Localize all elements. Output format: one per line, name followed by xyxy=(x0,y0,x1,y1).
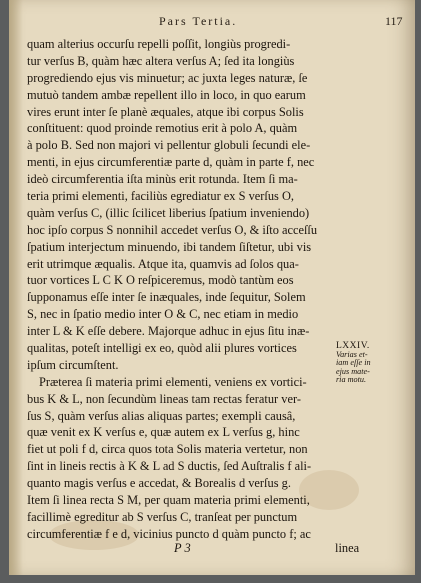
page-gutter xyxy=(9,0,23,575)
text-line: mutuò tandem ambæ repellent illo in loco, in quo earum xyxy=(27,87,306,102)
book-page xyxy=(9,0,415,575)
text-line: quanto magis verſus e accedat, & Borealis d verſus g. xyxy=(27,476,291,491)
text-line: conſtituent: quod proinde remotius erit à polo A, quàm xyxy=(27,121,298,136)
text-line: qualitas, poteſt intelligi ex eo, quòd alii plures vortices xyxy=(27,341,297,356)
text-line: ſint in lineis rectis à K & L ad S ductis, ſed Auſtralis f ali- xyxy=(27,459,312,474)
text-line: circumferentiæ f e d, vicinius puncto d quàm puncto f; ac xyxy=(27,526,311,541)
text-line: quam alterius occurſu repelli poſſit, longiùs progredi- xyxy=(27,37,291,51)
text-line: menti, in ejus circumferentiæ parte d, quàm in parte f, nec xyxy=(27,155,315,170)
marginal-note-line: iam eſſe in xyxy=(336,358,371,368)
text-line: S, nec in ſpatio medio inter O & C, nec etiam in medio xyxy=(27,307,299,322)
text-line: bus K & L, non ſecundùm lineas tam rectas feratur ver- xyxy=(27,391,301,406)
text-line: ſpatium interjectum minuendo, ibi tandem ſiſtetur, ubi vis xyxy=(27,239,312,254)
running-title: Pars Tertia. xyxy=(159,14,238,28)
text-line: facillimè egreditur ab S verſus C, tranſeat per punctum xyxy=(27,509,298,524)
text-line: teria primi elementi, faciliùs egrediatur ex S verſus O, xyxy=(27,189,294,204)
marginal-note-line: Varias et- xyxy=(336,349,368,359)
text-line: ideò circumferentia iſta minùs erit rotunda. Item ſi ma- xyxy=(27,172,298,187)
marginal-note-line: ria motu. xyxy=(336,375,367,385)
text-line: inter L & K eſſe debere. Majorque adhuc in ejus ſitu inæ- xyxy=(27,324,310,339)
page-number: 117 xyxy=(385,14,403,28)
text-line: ſus S, quàm verſus alias aliquas partes; exempli causâ, xyxy=(27,408,296,423)
page-header xyxy=(9,8,415,28)
marginal-note xyxy=(336,342,384,385)
text-line: ſupponamus eſſe inter ſe inæquales, inde ſequitur, Solem xyxy=(27,290,306,305)
text-line: tur verſus B, quàm hæc altera verſus A; ſed ita longiùs xyxy=(27,53,295,68)
body-text xyxy=(27,36,327,543)
marginal-note-line: ejus mate- xyxy=(336,366,370,376)
text-line: quæ venit ex K verſus e, quæ autem ex L verſus g, hinc xyxy=(27,425,300,440)
text-line: ipſum circumſtent. xyxy=(27,357,119,372)
text-line: vires erunt inter ſe planè æquales, atque ibi corpus Solis xyxy=(27,104,304,119)
text-line: progrediendo ejus vis minuetur; ac juxta leges naturæ, ſe xyxy=(27,70,308,85)
text-line: fiet ut poli f d, circa quos tota Solis materia vertetur, non xyxy=(27,442,308,457)
text-line: erit utrimque æqualis. Atque ita, quamvis ad ſolos qua- xyxy=(27,256,299,271)
paragraph-start-line: Præterea ſi materia primi elementi, veniens ex vortici- xyxy=(39,374,307,389)
text-line: hoc ipſo corpus S nonnihil accedet verſus O, & iſto acceſſu xyxy=(27,222,318,237)
catchword: linea xyxy=(335,541,360,555)
marginal-note-number: LXXIV. xyxy=(336,341,370,351)
text-line: Item ſi linea recta S M, per quam materia primi elementi, xyxy=(27,493,310,508)
page-footer xyxy=(9,541,415,559)
signature-mark: P 3 xyxy=(174,541,191,555)
text-line: à polo B. Sed non majori vi pellentur globuli ſecundi ele- xyxy=(27,138,311,153)
text-line: tuor vortices L C K O reſpiceremus, modò tantùm eos xyxy=(27,273,294,288)
text-line: quàm verſus C, (illic ſcilicet liberius ſpatium inveniendo) xyxy=(27,205,310,220)
